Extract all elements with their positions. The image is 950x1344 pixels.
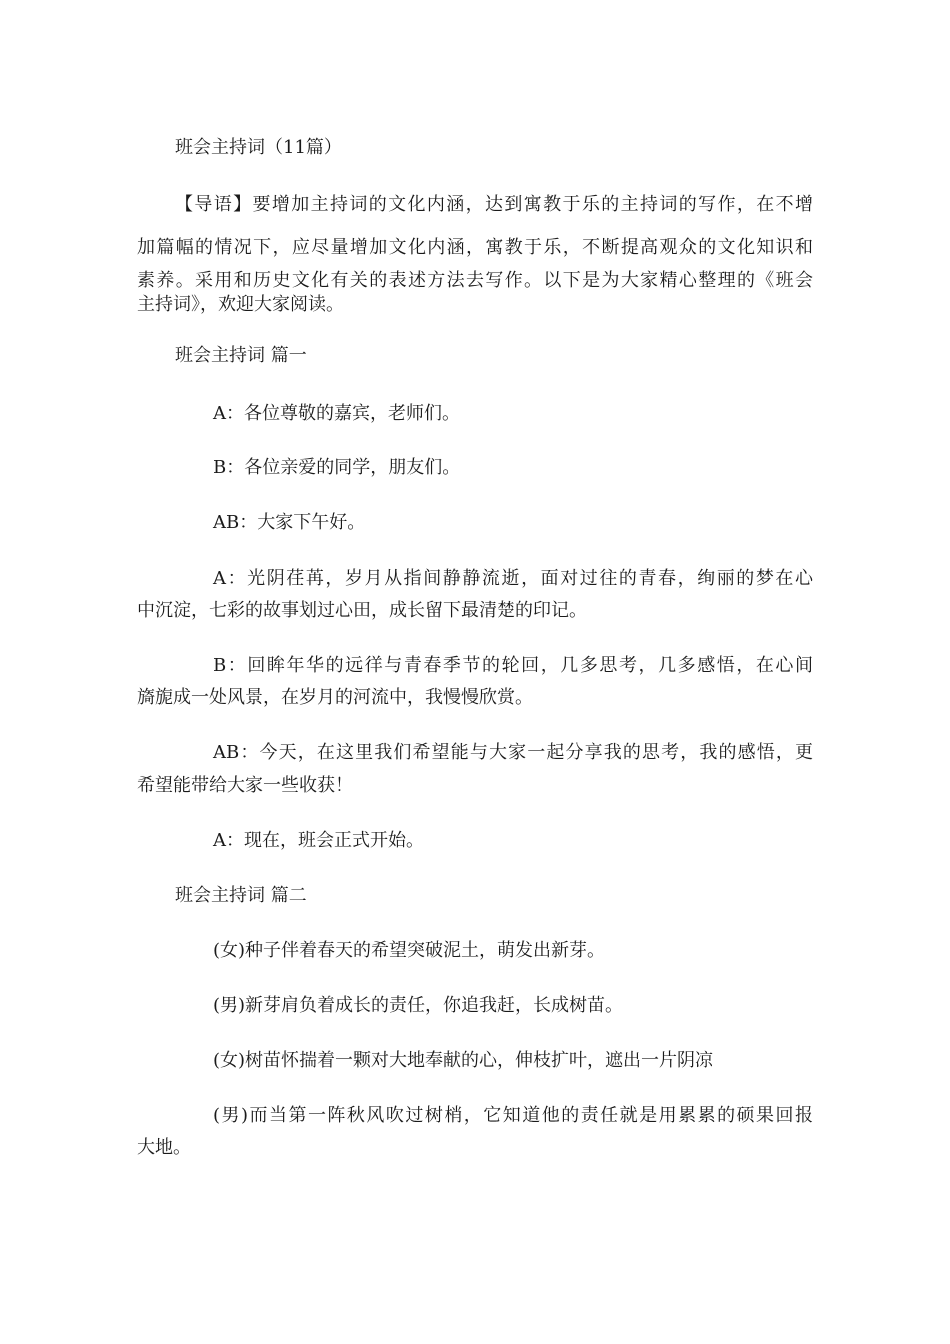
intro-line: 加篇幅的情况下，应尽量增加文化内涵，寓教于乐，不断提高观众的文化知识和 xyxy=(137,237,813,258)
dialogue-line: (女)树苗怀揣着一颗对大地奉献的心，伸枝扩叶，遮出一片阴凉 xyxy=(213,1050,714,1071)
intro-line: 【导语】要增加主持词的文化内涵，达到寓教于乐的主持词的写作，在不增 xyxy=(175,194,813,215)
dialogue-line: 旖旎成一处风景，在岁月的河流中，我慢慢欣赏。 xyxy=(137,687,533,708)
dialogue-line: A：各位尊敬的嘉宾，老师们。 xyxy=(213,403,460,424)
dialogue-line: A：现在，班会正式开始。 xyxy=(213,830,424,851)
intro-line: 主持词》，欢迎大家阅读。 xyxy=(137,294,344,315)
dialogue-line: AB：大家下午好。 xyxy=(213,512,366,533)
dialogue-line: (男)而当第一阵秋风吹过树梢，它知道他的责任就是用累累的硕果回报 xyxy=(213,1105,813,1126)
dialogue-line: (女)种子伴着春天的希望突破泥土，萌发出新芽。 xyxy=(213,940,606,961)
intro-line: 素养。采用和历史文化有关的表述方法去写作。以下是为大家精心整理的《班会 xyxy=(137,270,813,291)
dialogue-line: AB：今天，在这里我们希望能与大家一起分享我的思考，我的感悟，更 xyxy=(213,742,813,763)
dialogue-line: 中沉淀，七彩的故事划过心田，成长留下最清楚的印记。 xyxy=(137,600,587,621)
dialogue-line: B：各位亲爱的同学，朋友们。 xyxy=(213,457,461,478)
document-title: 班会主持词（11篇） xyxy=(175,137,342,158)
section-heading: 班会主持词 篇一 xyxy=(175,345,307,366)
dialogue-line: 希望能带给大家一些收获！ xyxy=(137,775,353,796)
dialogue-line: 大地。 xyxy=(137,1137,191,1158)
section-heading: 班会主持词 篇二 xyxy=(175,885,307,906)
dialogue-line: B：回眸年华的远徉与青春季节的轮回，几多思考，几多感悟，在心间 xyxy=(213,655,813,676)
dialogue-line: (男)新芽肩负着成长的责任，你追我赶，长成树苗。 xyxy=(213,995,624,1016)
dialogue-line: A：光阴荏苒，岁月从指间静静流逝，面对过往的青春，绚丽的梦在心 xyxy=(213,568,813,589)
